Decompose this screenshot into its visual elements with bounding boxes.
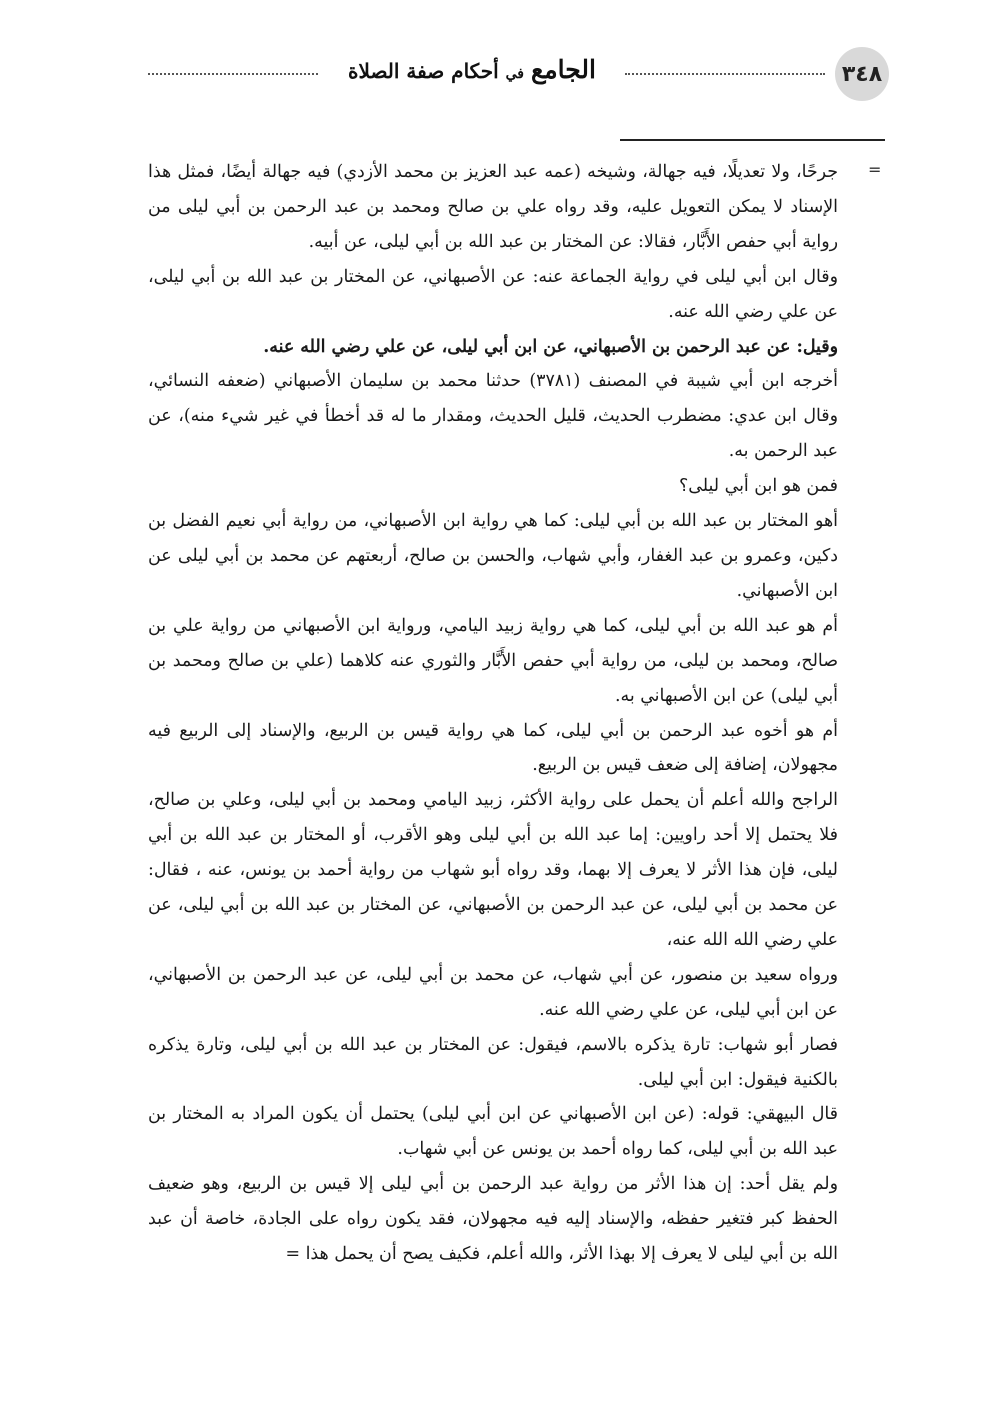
page-number-badge: ٣٤٨ [835,47,889,101]
footnote-paragraph: جرحًا، ولا تعديلًا، فيه جهالة، وشيخه (عمه عبد العزيز بن محمد الأزدي) فيه جهالة أيضًا، فمثل هذا الإسناد لا يمكن التعويل عليه، وقد رواه علي بن صالح ومحمد بن عبد الرحمن بن أبي ليلى من رواية أبي حفص الأَبَّار، فقالا: عن المختار بن عبد الله بن أبي ليلى، عن أبيه. [148,162,838,252]
footnote-paragraph: أم هو عبد الله بن أبي ليلى، كما هي رواية زبيد اليامي، ورواية ابن الأصبهاني من رواية علي بن صالح، ومحمد بن ليلى، من رواية أبي حفص الأَبَّار والثوري عنه كلاهما (علي بن صالح ومحمد بن أبي ليلى) عن ابن الأصبهاني به. [148,615,838,706]
footnote-paragraph: أهو المختار بن عبد الله بن أبي ليلى: كما هي رواية ابن الأصبهاني، من رواية أبي نعيم الفضل بن دكين، وعمرو بن عبد الغفار، وأبي شهاب، والحسن بن صالح، أربعتهم عن محمد بن أبي ليلى عن ابن الأصبهاني. [148,511,838,601]
book-title-main: الجامع [530,55,596,84]
book-title [322,55,622,84]
footnote-paragraph: فمن هو ابن أبي ليلى؟ [679,476,838,497]
footnote-heading-paragraph: وقيل: عن عبد الرحمن بن الأصبهاني، عن ابن أبي ليلى، عن علي رضي الله عنه. [263,336,838,357]
footnote-body [148,155,838,1272]
footnote-paragraph: قال البيهقي: قوله: (عن ابن الأصبهاني عن ابن أبي ليلى) يحتمل أن يكون المراد به المختار بن عبد الله بن أبي ليلى، كما رواه أحمد بن يونس عن أبي شهاب. [148,1104,838,1160]
book-title-connector: في [505,66,524,82]
footnote-paragraph: ورواه سعيد بن منصور، عن أبي شهاب، عن محمد بن أبي ليلى، عن عبد الرحمن بن الأصبهاني، عن ابن أبي ليلى، عن علي رضي الله عنه. [148,964,838,1020]
page-header [0,45,1004,105]
book-title-sub: أحكام صفة الصلاة [348,59,499,83]
footnote-paragraph: وقال ابن أبي ليلى في رواية الجماعة عنه: عن الأصبهاني، عن المختار بن عبد الله بن أبي ليلى، عن علي رضي الله عنه. [148,266,838,322]
footnote-paragraph: الراجح والله أعلم أن يحمل على رواية الأكثر، زبيد اليامي ومحمد بن أبي ليلى، وعلي بن صالح، فلا يحتمل إلا أحد راويين: إما عبد الله بن أبي ليلى وهو الأقرب، أو المختار بن عبد الله بن أبي ليلى، فإن هذا الأثر لا يعرف إلا بهما، وقد رواه أبو شهاب من رواية أحمد بن يونس، عنه ، فقال: عن محمد بن أبي ليلى، عن عبد الرحمن بن الأصبهاني، عن المختار بن عبد الله بن أبي ليلى، عن علي رضي الله الله عنه، [148,790,838,950]
footnote-paragraph: ولم يقل أحد: إن هذا الأثر من رواية عبد الرحمن بن أبي ليلى إلا قيس بن الربيع، وهو ضعيف الحفظ كبر فتغير حفظه، والإسناد إليه فيه مجهولان، فقد يكون رواه على الجادة، خاصة أن عبد الله بن أبي ليلى لا يعرف إلا بهذا الأثر، والله أعلم، فكيف يصح أن يحمل هذا = [148,1174,838,1265]
footnote-paragraph: فصار أبو شهاب: تارة يذكره بالاسم، فيقول: عن المختار بن عبد الله بن أبي ليلى، وتارة يذكره بالكنية فيقول: ابن أبي ليلى. [148,1034,838,1090]
footnote-paragraph: أم هو أخوه عبد الرحمن بن أبي ليلى، كما هي رواية قيس بن الربيع، والإسناد إلى الربيع فيه مجهولان، إضافة إلى ضعف قيس بن الربيع. [148,720,838,776]
header-dotted-leader-left [148,73,318,75]
header-dotted-leader-right [625,73,825,75]
footnote-separator [620,139,885,141]
footnote-continuation-mark: = [868,160,882,179]
footnote-paragraph: أخرجه ابن أبي شيبة في المصنف (٣٧٨١) حدثنا محمد بن سليمان الأصبهاني (ضعفه النسائي، وقال ابن عدي: مضطرب الحديث، قليل الحديث، ومقدار ما له قد أخطأ في غير شيء منه)، عن عبد الرحمن به. [148,371,838,462]
